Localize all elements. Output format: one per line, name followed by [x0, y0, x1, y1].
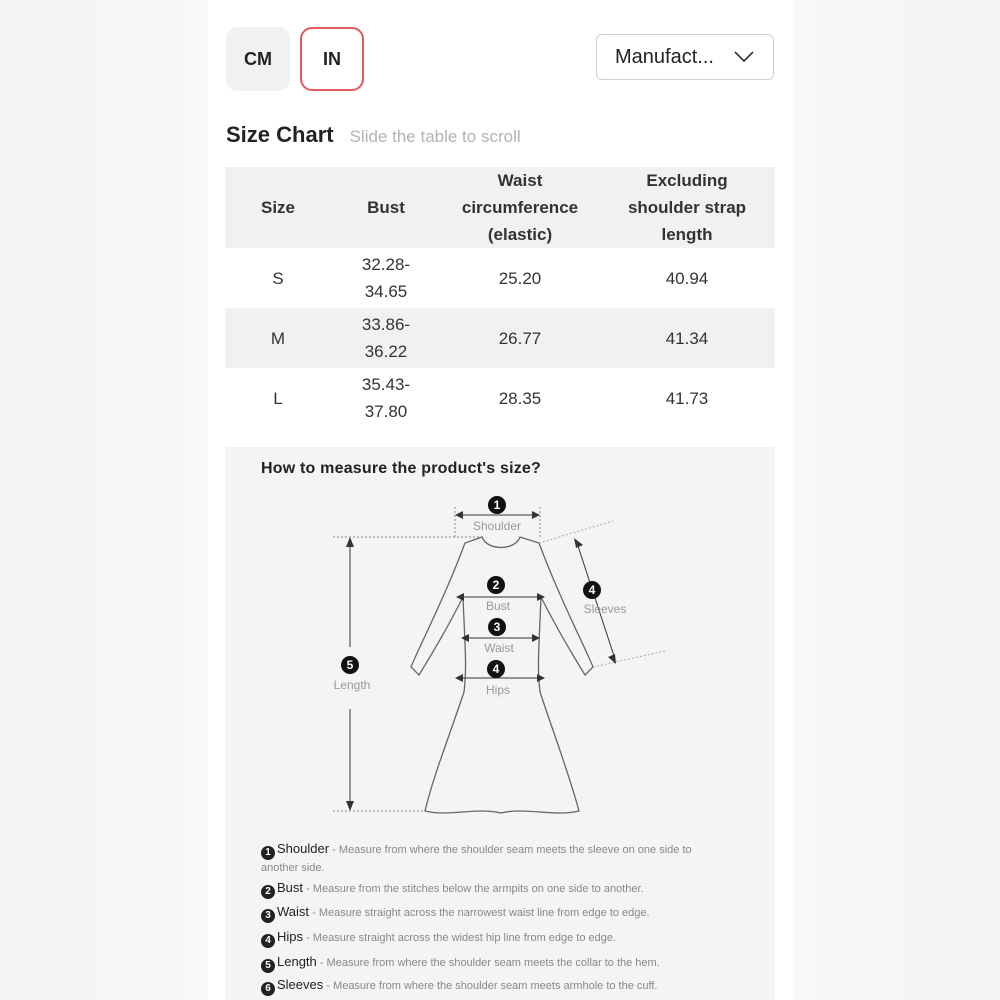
chevron-down-icon: [733, 47, 755, 65]
legend-item: 2 Bust - Measure from the stitches below the armpits on one side to another.: [261, 879, 644, 899]
unit-cm-label: CM: [244, 48, 272, 69]
table-row: [225, 308, 775, 368]
cell-size: M: [225, 308, 331, 368]
legend-item: 5 Length - Measure from where the shoulder seam meets the collar to the hem.: [261, 953, 660, 973]
unit-cm-button[interactable]: [226, 27, 290, 91]
cell-waist: 26.77: [441, 308, 599, 368]
table-row: [225, 248, 775, 308]
cell-waist: 28.35: [498, 388, 542, 408]
legend-item: 6 Sleeves - Measure from where the shoulder seam meets armhole to the cuff.: [261, 976, 657, 996]
size-table[interactable]: [225, 167, 775, 428]
svg-text:4: 4: [588, 583, 596, 597]
cell-bust: 32.28- 34.65: [361, 255, 411, 301]
background-right: [794, 0, 1000, 1000]
legend-item: 1 Shoulder - Measure from where the shoulder seam meets the sleeve on one side to another side.: [261, 841, 692, 874]
background-left: [0, 0, 208, 1000]
legend-item: 3 Waist - Measure straight across the narrowest waist line from edge to edge.: [261, 903, 650, 923]
cell-length: 40.94: [665, 268, 709, 288]
label-bust: Bust: [485, 599, 511, 613]
cell-length: 41.73: [665, 388, 709, 408]
dropdown-value: Manufact...: [615, 45, 714, 68]
label-hips: Hips: [485, 683, 511, 697]
svg-text:4: 4: [492, 662, 500, 676]
label-shoulder: Shoulder: [472, 519, 522, 533]
size-chart-panel: [208, 0, 794, 1000]
legend-item: 4 Hips - Measure straight across the widest hip line from edge to edge.: [261, 928, 616, 948]
measure-guide-title: How to measure the product's size?: [261, 460, 541, 477]
header-bust: Bust: [331, 167, 441, 248]
svg-text:5: 5: [346, 658, 354, 672]
label-length: Length: [333, 678, 371, 692]
header-length: Excluding shoulder strap length: [599, 167, 775, 248]
svg-text:1: 1: [493, 498, 501, 512]
label-waist: Waist: [484, 641, 514, 655]
label-sleeves: Sleeves: [583, 602, 627, 616]
table-header-row: [225, 167, 775, 248]
cell-size: L: [273, 388, 283, 408]
scroll-hint: Slide the table to scroll: [349, 127, 521, 146]
unit-in-label: IN: [323, 48, 341, 69]
measurement-guide: [225, 447, 775, 1000]
cell-size: S: [272, 268, 284, 288]
svg-text:3: 3: [493, 620, 501, 634]
size-standard-dropdown[interactable]: [596, 34, 774, 80]
dress-diagram: [225, 447, 775, 827]
svg-text:2: 2: [492, 578, 500, 592]
header-size: Size: [225, 167, 331, 248]
cell-length: 41.34: [599, 308, 775, 368]
cell-bust: 33.86- 36.22: [331, 308, 441, 368]
header-waist: Waist circumference (elastic): [441, 167, 599, 248]
size-chart-header: [226, 122, 521, 148]
table-row: [225, 368, 775, 428]
cell-waist: 25.20: [498, 268, 542, 288]
unit-in-button[interactable]: [300, 27, 364, 91]
cell-bust: 35.43- 37.80: [361, 375, 411, 421]
size-chart-title: Size Chart: [226, 122, 334, 147]
